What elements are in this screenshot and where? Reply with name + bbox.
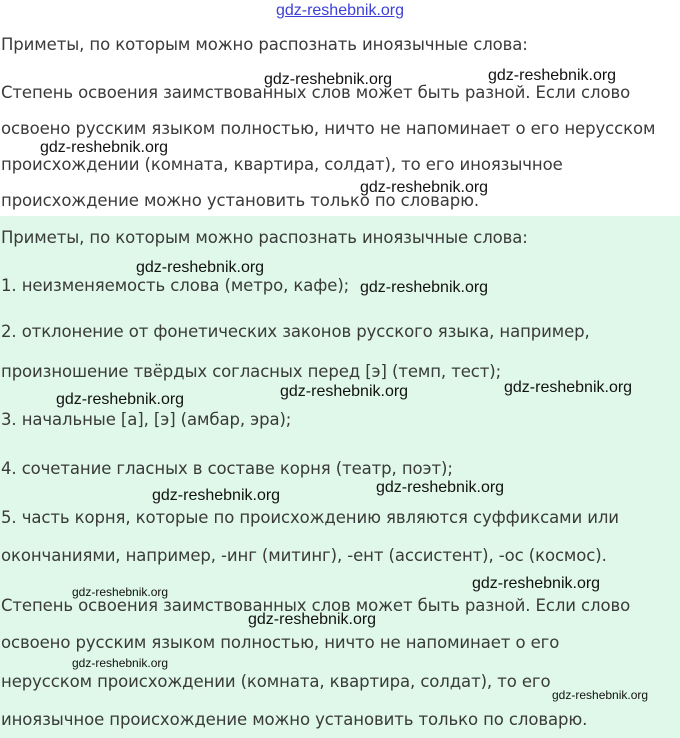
answer-line: иноязычное происхождение можно установить только по словарю. xyxy=(1,710,588,729)
intro-line: происхождение можно установить только по словарю. xyxy=(1,191,480,210)
watermark: gdz-reshebnik.org xyxy=(376,479,505,496)
watermark: gdz-reshebnik.org xyxy=(360,279,489,296)
intro-line: происхождении (комната, квартира, солдат), то его иноязычное xyxy=(1,155,563,174)
answer-line: окончаниями, например, -инг (митинг), -ент (ассистент), -ос (космос). xyxy=(1,546,607,565)
answer-line: 3. начальные [а], [э] (амбар, эра); xyxy=(1,410,292,429)
watermark: gdz-reshebnik.org xyxy=(72,656,169,670)
watermark: gdz-reshebnik.org xyxy=(72,585,169,599)
answer-line: 2. отклонение от фонетических законов русского языка, например, xyxy=(1,322,590,341)
answer-line: произношение твёрдых согласных перед [э] (темп, тест); xyxy=(1,362,502,381)
watermark: gdz-reshebnik.org xyxy=(472,575,601,592)
intro-line: Приметы, по которым можно распознать иноязычные слова: xyxy=(1,35,528,54)
watermark: gdz-reshebnik.org xyxy=(488,67,617,84)
answer-line: освоено русским языком полностью, ничто не напоминает о его xyxy=(1,633,560,652)
answer-line: Степень освоения заимствованных слов может быть разной. Если слово xyxy=(1,596,631,615)
answer-line: Приметы, по которым можно распознать иноязычные слова: xyxy=(1,228,528,247)
answer-line: 1. неизменяемость слова (метро, кафе); xyxy=(1,276,350,295)
watermark: gdz-reshebnik.org xyxy=(56,391,185,408)
answer-line: нерусском происхождении (комната, квартира, солдат), то его xyxy=(1,672,551,691)
watermark: gdz-reshebnik.org xyxy=(152,487,281,504)
watermark: gdz-reshebnik.org xyxy=(40,139,169,156)
answer-line: 4. сочетание гласных в составе корня (театр, поэт); xyxy=(1,459,453,478)
watermark: gdz-reshebnik.org xyxy=(552,688,649,702)
watermark: gdz-reshebnik.org xyxy=(360,179,489,196)
answer-line: 5. часть корня, которые по происхождению являются суффиксами или xyxy=(1,508,619,527)
watermark: gdz-reshebnik.org xyxy=(280,383,409,400)
watermark: gdz-reshebnik.org xyxy=(136,259,265,276)
site-link[interactable]: gdz-reshebnik.org xyxy=(275,2,405,19)
watermark: gdz-reshebnik.org xyxy=(264,71,393,88)
intro-line: Степень освоения заимствованных слов может быть разной. Если слово xyxy=(1,83,631,102)
task-text-block xyxy=(0,0,680,216)
intro-line: освоено русским языком полностью, ничто не напоминает о его нерусском xyxy=(1,119,656,138)
watermark: gdz-reshebnik.org xyxy=(504,379,633,396)
watermark: gdz-reshebnik.org xyxy=(248,611,377,628)
